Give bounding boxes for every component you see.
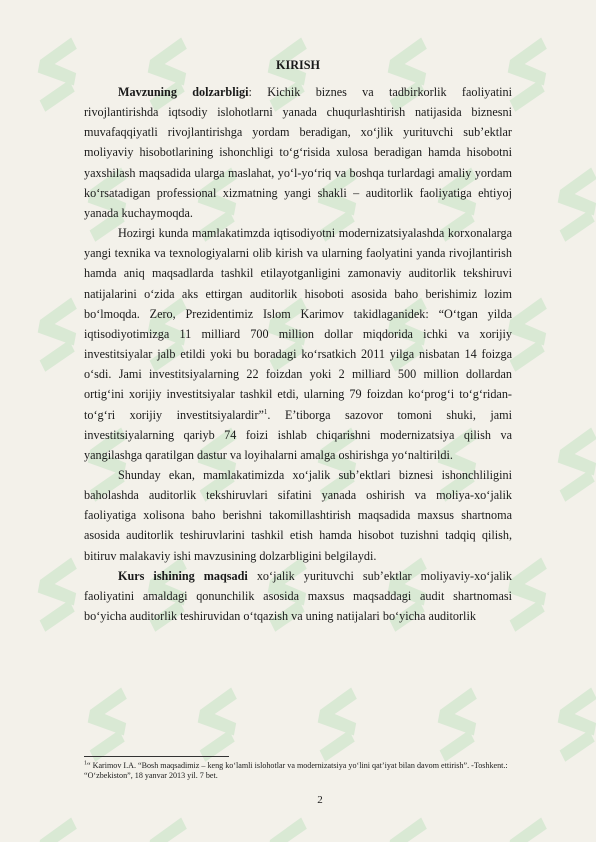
goal-lead: Kurs ishining maqsadi (118, 568, 248, 583)
footnote-text: “ Karimov I.A. “Bosh maqsadimiz – keng ko‘lamli islohotlar va modernizatsiya yo‘lini qat’iyat bilan davom ettirish”. -Toshkent.: “O‘zbekiston”, 18 yanvar 2013 yil. 7 bet. (84, 761, 508, 781)
watermark-logo-icon (32, 297, 85, 372)
watermark-logo-icon (552, 427, 596, 502)
watermark-logo-icon (82, 687, 135, 762)
footnote-mark: 1 (84, 760, 87, 767)
watermark-logo-icon (502, 817, 555, 842)
watermark-logo-icon (192, 687, 245, 762)
page-body (84, 56, 512, 626)
watermark-logo-icon (432, 687, 485, 762)
investment-text-before: Hozirgi kunda mamlakatimzda iqtisodiyotni modernizatsiyalashda korxonalarga yangi texnika va texnologiyalarni olib kirish va ularning faolyatini yanda rivojlantirish hamda aniq maqsadlarda tashkil etilayotganligini zamonaviy auditorlik tekshiruvi natijalarini o‘zida aks ettirgan auditorlik hisoboti asosida baho berishimiz lozim bo‘lmoqda. Zero, Prezidentimiz Islom Karimov takidlaganidek: “O‘tgan yilda iqtisodiyotimizga 11 milliard 700 million dollar miqdorida ichki va xorijiy investitsiyalar jalb etildi yoki bu boradagi ko‘rsatkich 2011 yilga nisbatan 14 foizga o‘sdi. Jami investitsiyalarning 22 foizdan yoki 2 milliard 500 million dollardan ortig‘ini xorijiy investitsiyalar tashkil etdi, ularning 79 foizdan ko‘prog‘i to‘g‘ridan-to‘g‘ri xorijiy investitsiyalardir” (84, 226, 512, 422)
watermark-logo-icon (552, 687, 596, 762)
watermark-logo-icon (32, 37, 85, 112)
investment-text-after: . E’tiborga sazovor tomoni shuki, jami investitsiyalarning qariyb 74 foizi ishlab chiqarishni modernizatsiya qilish va yangilashga qaratilgan dastur va loyihalarni amalga oshirishga yo‘naltirildi. (84, 407, 513, 462)
goal-text: xo‘jalik yurituvchi sub’ektlar moliyaviy-xo‘jalik faoliyatini amaldagi qonunchilik asosida maxsus maqsaddagi audit shartnomasi bo‘yicha auditorlik teshiruvidan o‘tqazish va uning natijalari bo‘yicha auditorlik (84, 568, 513, 624)
watermark-logo-icon (382, 817, 435, 842)
paragraph-goal (84, 566, 512, 626)
watermark-logo-icon (312, 687, 365, 762)
watermark-logo-icon (32, 817, 85, 842)
page-number: 2 (317, 794, 323, 806)
watermark-logo-icon (142, 817, 195, 842)
watermark-logo-icon (262, 817, 315, 842)
section-heading: KIRISH (275, 58, 321, 72)
paragraph-relevance (84, 82, 512, 223)
footnote (84, 761, 512, 782)
watermark-logo-icon (552, 167, 596, 242)
conclusion-text: Shunday ekan, mamlakatimizda xo‘jalik sub’ektlari biznesi ishonchliligini baholashda auditorlik tekshiruvlari sifatini yanada oshirish va moliya-xo‘jalik faoliyatiga xolisona baho berishni takomillashtirish maqsadida maxsus shartnoma asosida auditorlik teshiruvlarini tashkil etish hamda hisobot tuzishni tadqiq qilish, bitiruv malakaviy ishi mavzusining dolzarbligini belgilaydi. (84, 467, 512, 563)
footnote-divider (84, 756, 229, 757)
relevance-lead: Mavzuning dolzarbligi (118, 85, 249, 99)
paragraph-conclusion (84, 465, 512, 566)
paragraph-investment (84, 223, 512, 465)
watermark-logo-icon (32, 557, 85, 632)
relevance-text: : Kichik biznes va tadbirkorlik faoliyatini rivojlantirishda iqtsodiy islohotlarni yanada chuqurlashtirish natijasida biznesni muvafaqqiyatli rivojlantirishga yordam beradigan, xo‘jlik yurituvchi sub’ektlar moliyaviy hisobotlarining ishonchligi to‘g‘risida xulosa beradigan hamda hisobotni yaxshilash maqsadida ularga maslahat, yo‘l-yo‘riq va boshqa turlardagi amaliy yordam ko‘rsatadigan professional xizmatning yangi shakli – auditorlik faoliyatiga ehtiyoj yanada kuchaymoqda. (84, 85, 512, 220)
footnote-reference[interactable]: 1 (263, 407, 268, 416)
